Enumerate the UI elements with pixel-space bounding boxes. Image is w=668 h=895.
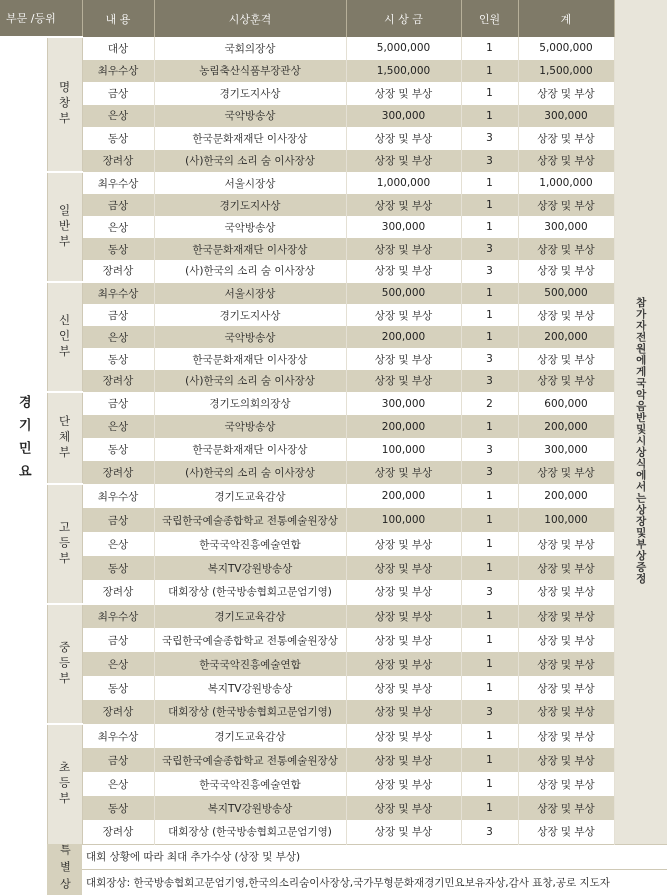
cell-prize: (사)한국의 소리 숨 이사장상: [154, 370, 346, 392]
cell-prize: 국악방송상: [154, 415, 346, 438]
table-row: [0, 172, 667, 194]
header-side-blank: [614, 0, 667, 37]
cell-award: 최우수상: [82, 484, 154, 508]
table-row: [0, 326, 667, 348]
cell-money: 상장 및 부상: [346, 370, 461, 392]
cell-money: 상장 및 부상: [346, 348, 461, 370]
cell-money: 200,000: [346, 326, 461, 348]
cell-total: 상장 및 부상: [518, 652, 614, 676]
cell-total: 상장 및 부상: [518, 748, 614, 772]
cell-total: 상장 및 부상: [518, 370, 614, 392]
cell-count: 1: [461, 772, 518, 796]
cell-award: 은상: [82, 532, 154, 556]
cell-award: 동상: [82, 238, 154, 260]
cell-count: 1: [461, 60, 518, 83]
cell-count: 1: [461, 304, 518, 326]
cell-prize: 국립한국예술종합학교 전통예술원장상: [154, 748, 346, 772]
table-row: [0, 150, 667, 173]
cell-count: 3: [461, 260, 518, 282]
cell-prize: 서울시장상: [154, 282, 346, 304]
cell-money: 5,000,000: [346, 37, 461, 60]
cell-total: 상장 및 부상: [518, 150, 614, 173]
table-row: [0, 348, 667, 370]
cell-total: 상장 및 부상: [518, 260, 614, 282]
table-row: [0, 772, 667, 796]
cell-money: 상장 및 부상: [346, 194, 461, 216]
cell-money: 상장 및 부상: [346, 796, 461, 820]
cell-total: 100,000: [518, 508, 614, 532]
table-row: [0, 484, 667, 508]
cell-total: 200,000: [518, 484, 614, 508]
cell-money: 상장 및 부상: [346, 580, 461, 604]
cell-total: 상장 및 부상: [518, 700, 614, 724]
cell-money: 상장 및 부상: [346, 260, 461, 282]
table-row: [0, 82, 667, 105]
cell-money: 300,000: [346, 105, 461, 128]
cell-prize: (사)한국의 소리 숨 이사장상: [154, 260, 346, 282]
cell-award: 동상: [82, 438, 154, 461]
cell-count: 3: [461, 348, 518, 370]
table-row: [0, 105, 667, 128]
cell-award: 금상: [82, 748, 154, 772]
table-row: [0, 37, 667, 60]
cell-award: 금상: [82, 392, 154, 415]
table-row: [0, 60, 667, 83]
cell-money: 상장 및 부상: [346, 604, 461, 628]
table-row: [0, 724, 667, 748]
cell-count: 3: [461, 438, 518, 461]
cell-money: 1,500,000: [346, 60, 461, 83]
cell-prize: 경기도지사상: [154, 304, 346, 326]
cell-prize: 서울시장상: [154, 172, 346, 194]
cell-total: 상장 및 부상: [518, 604, 614, 628]
cell-total: 상장 및 부상: [518, 556, 614, 580]
cell-award: 최우수상: [82, 604, 154, 628]
cell-prize: 국립한국예술종합학교 전통예술원장상: [154, 508, 346, 532]
special-award-line-1: 대회 상황에 따라 최대 추가수상 (상장 및 부상): [82, 844, 667, 870]
cell-count: 1: [461, 556, 518, 580]
table-row: [0, 415, 667, 438]
cell-count: 3: [461, 127, 518, 150]
cell-count: 1: [461, 628, 518, 652]
cell-count: 1: [461, 194, 518, 216]
cell-prize: 국악방송상: [154, 105, 346, 128]
cell-total: 상장 및 부상: [518, 532, 614, 556]
cell-count: 3: [461, 150, 518, 173]
special-row-1: [0, 844, 667, 870]
division-label: 단체부: [47, 392, 82, 484]
cell-award: 금상: [82, 508, 154, 532]
cell-total: 상장 및 부상: [518, 304, 614, 326]
cell-total: 상장 및 부상: [518, 461, 614, 484]
division-label: 신인부: [47, 282, 82, 392]
cell-award: 대상: [82, 37, 154, 60]
table-row: [0, 676, 667, 700]
cell-total: 1,500,000: [518, 60, 614, 83]
cell-money: 1,000,000: [346, 172, 461, 194]
cell-award: 장려상: [82, 370, 154, 392]
cell-award: 은상: [82, 326, 154, 348]
cell-money: 상장 및 부상: [346, 724, 461, 748]
cell-award: 동상: [82, 556, 154, 580]
cell-total: 상장 및 부상: [518, 796, 614, 820]
cell-count: 1: [461, 796, 518, 820]
cell-award: 은상: [82, 652, 154, 676]
table-row: [0, 628, 667, 652]
cell-total: 상장 및 부상: [518, 238, 614, 260]
cell-money: 상장 및 부상: [346, 628, 461, 652]
table-row: [0, 604, 667, 628]
cell-total: 200,000: [518, 326, 614, 348]
cell-count: 1: [461, 326, 518, 348]
cell-prize: 한국문화재재단 이사장상: [154, 127, 346, 150]
cell-count: 1: [461, 604, 518, 628]
cell-count: 1: [461, 532, 518, 556]
cell-count: 1: [461, 676, 518, 700]
cell-award: 은상: [82, 216, 154, 238]
cell-total: 300,000: [518, 216, 614, 238]
cell-money: 200,000: [346, 484, 461, 508]
cell-prize: 한국국악진흥예술연합: [154, 532, 346, 556]
cell-prize: 국악방송상: [154, 326, 346, 348]
table-row: [0, 194, 667, 216]
cell-money: 상장 및 부상: [346, 304, 461, 326]
cell-money: 상장 및 부상: [346, 82, 461, 105]
cell-total: 상장 및 부상: [518, 676, 614, 700]
cell-total: 상장 및 부상: [518, 820, 614, 844]
cell-total: 상장 및 부상: [518, 194, 614, 216]
special-row-2: [0, 870, 667, 895]
cell-count: 3: [461, 370, 518, 392]
cell-count: 1: [461, 82, 518, 105]
cell-award: 동상: [82, 127, 154, 150]
cell-money: 상장 및 부상: [346, 652, 461, 676]
division-label: 명창부: [47, 37, 82, 172]
cell-money: 300,000: [346, 216, 461, 238]
table-row: [0, 748, 667, 772]
cell-award: 장려상: [82, 700, 154, 724]
cell-count: 1: [461, 748, 518, 772]
cell-money: 상장 및 부상: [346, 461, 461, 484]
division-label: 초등부: [47, 724, 82, 844]
table-row: [0, 700, 667, 724]
cell-award: 금상: [82, 194, 154, 216]
cell-total: 1,000,000: [518, 172, 614, 194]
cell-award: 동상: [82, 676, 154, 700]
cell-count: 1: [461, 172, 518, 194]
cell-prize: 대회장상 (한국방송협회고문엄기영): [154, 580, 346, 604]
cell-money: 100,000: [346, 438, 461, 461]
cell-award: 장려상: [82, 580, 154, 604]
cell-award: 금상: [82, 304, 154, 326]
cell-count: 1: [461, 484, 518, 508]
cell-prize: (사)한국의 소리 숨 이사장상: [154, 150, 346, 173]
cell-prize: 복지TV강원방송상: [154, 796, 346, 820]
cell-total: 600,000: [518, 392, 614, 415]
table-row: [0, 127, 667, 150]
cell-count: 1: [461, 508, 518, 532]
cell-total: 300,000: [518, 105, 614, 128]
cell-prize: 한국국악진흥예술연합: [154, 652, 346, 676]
cell-prize: 경기도교육감상: [154, 724, 346, 748]
cell-prize: 국회의장상: [154, 37, 346, 60]
table-row: [0, 820, 667, 844]
cell-count: 3: [461, 238, 518, 260]
cell-money: 상장 및 부상: [346, 676, 461, 700]
cell-money: 100,000: [346, 508, 461, 532]
cell-total: 500,000: [518, 282, 614, 304]
cell-award: 은상: [82, 415, 154, 438]
cell-money: 상장 및 부상: [346, 127, 461, 150]
cell-count: 3: [461, 461, 518, 484]
cell-total: 5,000,000: [518, 37, 614, 60]
cell-money: 200,000: [346, 415, 461, 438]
cell-total: 상장 및 부상: [518, 628, 614, 652]
cell-count: 1: [461, 105, 518, 128]
header-count: 인원: [461, 0, 518, 37]
cell-award: 장려상: [82, 461, 154, 484]
cell-prize: 경기도교육감상: [154, 484, 346, 508]
table-row: [0, 304, 667, 326]
table-row: [0, 370, 667, 392]
cell-award: 장려상: [82, 260, 154, 282]
cell-count: 3: [461, 580, 518, 604]
special-award-line-2: 대회장상: 한국방송협회고문엄기영,한국의소리숨이사장상,국가무형문화재경기민요보유자상,감사 표창,공로 지도자: [82, 870, 667, 895]
table-row: [0, 260, 667, 282]
cell-count: 1: [461, 724, 518, 748]
cell-award: 은상: [82, 772, 154, 796]
cell-award: 금상: [82, 82, 154, 105]
cell-award: 은상: [82, 105, 154, 128]
table-row: [0, 796, 667, 820]
cell-count: 1: [461, 37, 518, 60]
cell-prize: 대회장상 (한국방송협회고문엄기영): [154, 700, 346, 724]
cell-prize: 한국문화재재단 이사장상: [154, 238, 346, 260]
cell-total: 상장 및 부상: [518, 348, 614, 370]
cell-total: 200,000: [518, 415, 614, 438]
cell-money: 상장 및 부상: [346, 150, 461, 173]
cell-prize: 한국문화재재단 이사장상: [154, 348, 346, 370]
cell-money: 상장 및 부상: [346, 238, 461, 260]
cell-award: 동상: [82, 348, 154, 370]
cell-prize: 대회장상 (한국방송협회고문엄기영): [154, 820, 346, 844]
table-row: [0, 216, 667, 238]
cell-award: 장려상: [82, 820, 154, 844]
table-row: [0, 532, 667, 556]
cell-prize: 경기도지사상: [154, 82, 346, 105]
header-prize-money: 시 상 금: [346, 0, 461, 37]
cell-prize: 국립한국예술종합학교 전통예술원장상: [154, 628, 346, 652]
cell-count: 1: [461, 216, 518, 238]
cell-count: 1: [461, 282, 518, 304]
cell-award: 최우수상: [82, 60, 154, 83]
cell-count: 3: [461, 700, 518, 724]
cell-award: 장려상: [82, 150, 154, 173]
header-total: 계: [518, 0, 614, 37]
cell-count: 3: [461, 820, 518, 844]
cell-total: 상장 및 부상: [518, 127, 614, 150]
division-label: 일반부: [47, 172, 82, 282]
cell-total: 300,000: [518, 438, 614, 461]
cell-prize: 한국문화재재단 이사장상: [154, 438, 346, 461]
cell-prize: (사)한국의 소리 숨 이사장상: [154, 461, 346, 484]
table-row: [0, 282, 667, 304]
cell-money: 500,000: [346, 282, 461, 304]
cell-money: 상장 및 부상: [346, 748, 461, 772]
table-row: [0, 652, 667, 676]
cell-award: 금상: [82, 628, 154, 652]
cell-money: 상장 및 부상: [346, 700, 461, 724]
header-division: 부문 /등위: [0, 0, 82, 37]
table-row: [0, 238, 667, 260]
cell-award: 동상: [82, 796, 154, 820]
cell-money: 상장 및 부상: [346, 556, 461, 580]
header-award: 내 용: [82, 0, 154, 37]
cell-prize: 복지TV강원방송상: [154, 556, 346, 580]
cell-total: 상장 및 부상: [518, 82, 614, 105]
cell-award: 최우수상: [82, 724, 154, 748]
main-category-label: 경기민요: [0, 37, 47, 844]
cell-prize: 경기도교육감상: [154, 604, 346, 628]
table-row: [0, 556, 667, 580]
table-row: [0, 580, 667, 604]
cell-award: 최우수상: [82, 172, 154, 194]
cell-count: 2: [461, 392, 518, 415]
cell-money: 300,000: [346, 392, 461, 415]
cell-prize: 복지TV강원방송상: [154, 676, 346, 700]
cell-prize: 한국국악진흥예술연합: [154, 772, 346, 796]
side-note: 참가자전원에게국악음반및시상식에서는상장및부상증정: [614, 37, 667, 844]
table-row: [0, 508, 667, 532]
cell-money: 상장 및 부상: [346, 772, 461, 796]
division-label: 고등부: [47, 484, 82, 604]
special-award-label: 특별상: [47, 844, 82, 895]
table-row: [0, 392, 667, 415]
header-prize-name: 시상훈격: [154, 0, 346, 37]
cell-total: 상장 및 부상: [518, 580, 614, 604]
cell-prize: 농림축산식품부장관상: [154, 60, 346, 83]
cell-money: 상장 및 부상: [346, 532, 461, 556]
cell-money: 상장 및 부상: [346, 820, 461, 844]
cell-prize: 경기도의회의장상: [154, 392, 346, 415]
division-label: 중등부: [47, 604, 82, 724]
cell-count: 1: [461, 652, 518, 676]
awards-table-body: [0, 37, 667, 895]
cell-award: 최우수상: [82, 282, 154, 304]
cell-prize: 국악방송상: [154, 216, 346, 238]
cell-prize: 경기도지사상: [154, 194, 346, 216]
cell-total: 상장 및 부상: [518, 724, 614, 748]
table-row: [0, 438, 667, 461]
table-row: [0, 461, 667, 484]
cell-total: 상장 및 부상: [518, 772, 614, 796]
cell-count: 1: [461, 415, 518, 438]
